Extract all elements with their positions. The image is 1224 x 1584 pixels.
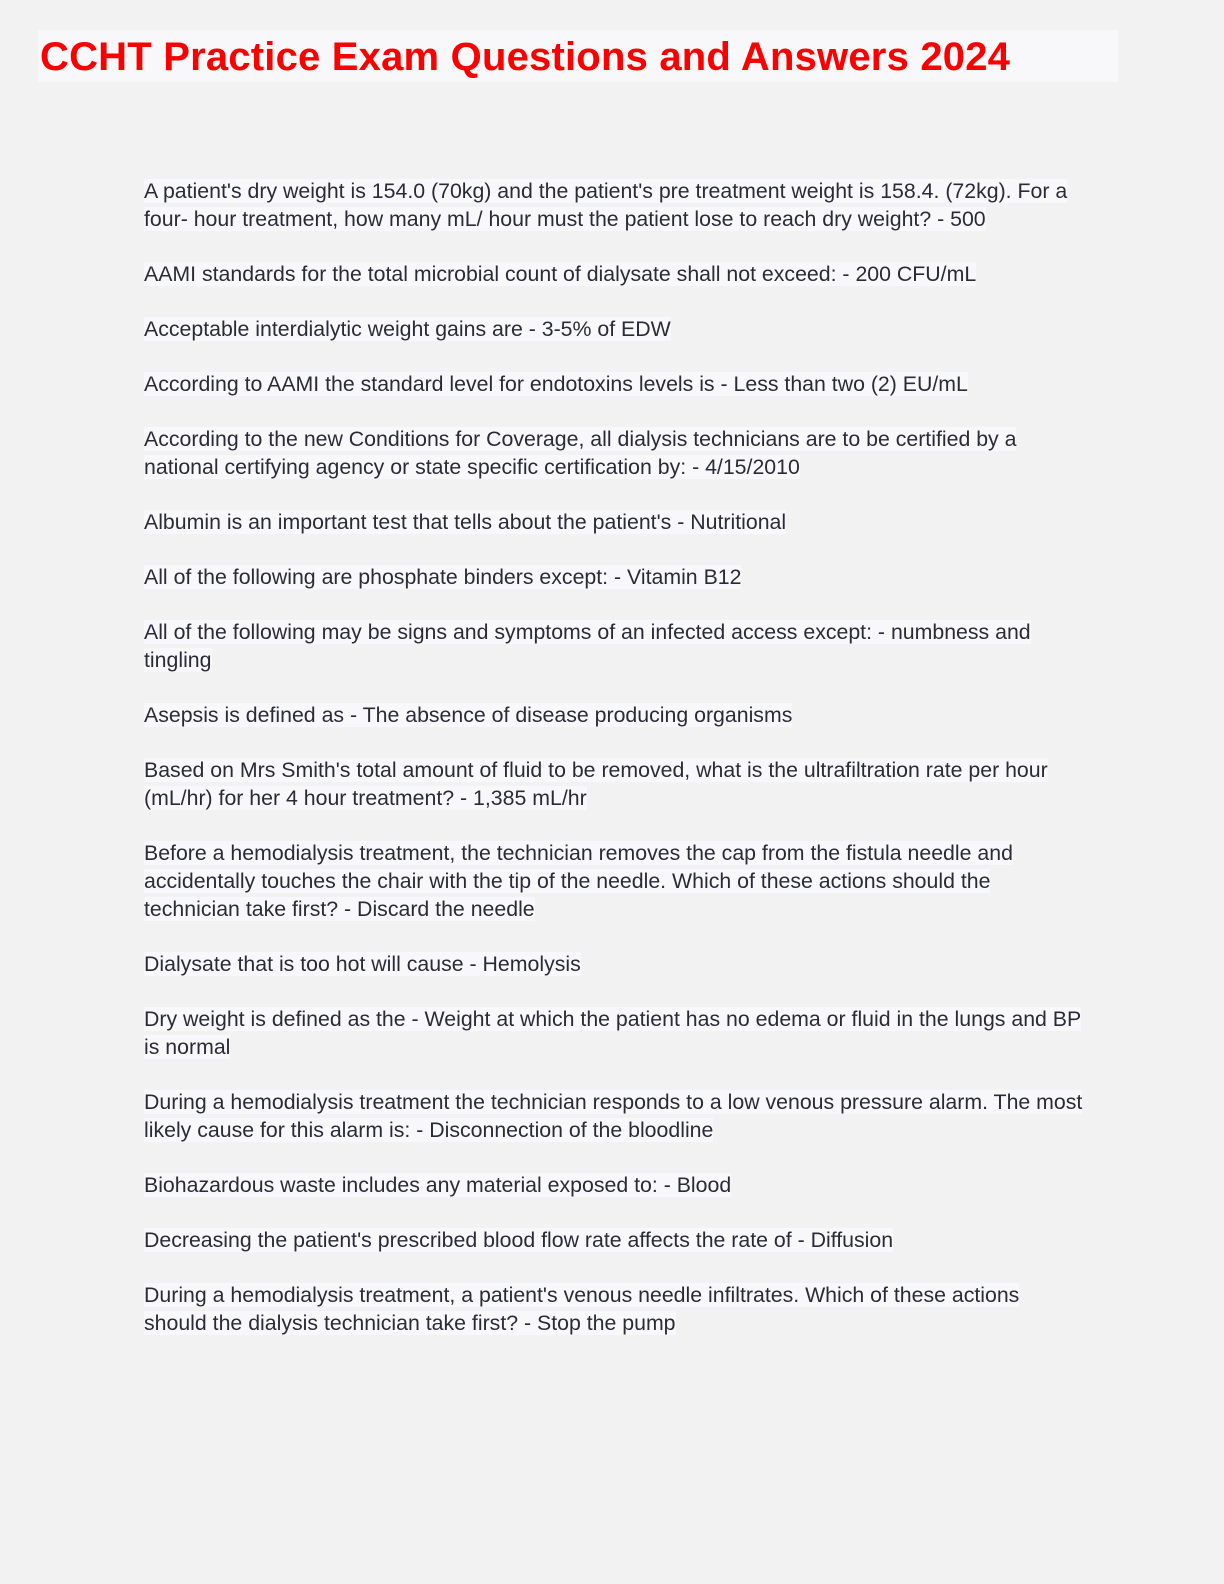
qa-item	[144, 315, 1084, 343]
qa-item	[144, 508, 1084, 536]
qa-item	[144, 1088, 1084, 1144]
qa-text: A patient's dry weight is 154.0 (70kg) and the patient's pre treatment weight is 158.4. (72kg). For a four- hour treatment, how many mL/ hour must the patient lose to reach dry weight? - 500	[144, 179, 1068, 231]
qa-item	[144, 563, 1084, 591]
qa-item	[144, 618, 1084, 674]
qa-text: Decreasing the patient's prescribed blood flow rate affects the rate of - Diffusion	[144, 1228, 894, 1252]
qa-text: Acceptable interdialytic weight gains are - 3-5% of EDW	[144, 317, 671, 341]
qa-item	[144, 425, 1084, 481]
qa-text: According to AAMI the standard level for endotoxins levels is - Less than two (2) EU/mL	[144, 372, 968, 396]
qa-text: Dialysate that is too hot will cause - Hemolysis	[144, 952, 581, 976]
qa-item	[144, 950, 1084, 978]
qa-text: All of the following are phosphate binders except: - Vitamin B12	[144, 565, 742, 589]
qa-item	[144, 1226, 1084, 1254]
qa-list	[144, 177, 1084, 1364]
qa-item	[144, 1005, 1084, 1061]
qa-text: During a hemodialysis treatment, a patient's venous needle infiltrates. Which of these actions should the dialysis technician take first? - Stop the pump	[144, 1283, 1020, 1335]
qa-item	[144, 839, 1084, 923]
qa-item	[144, 701, 1084, 729]
document-title: CCHT Practice Exam Questions and Answers 2024	[40, 35, 1011, 79]
qa-text: Biohazardous waste includes any material exposed to: - Blood	[144, 1173, 732, 1197]
qa-item	[144, 756, 1084, 812]
qa-item	[144, 370, 1084, 398]
qa-item	[144, 177, 1084, 233]
qa-item	[144, 260, 1084, 288]
qa-text: AAMI standards for the total microbial count of dialysate shall not exceed: - 200 CFU/mL	[144, 262, 977, 286]
qa-text: Based on Mrs Smith's total amount of fluid to be removed, what is the ultrafiltration rate per hour (mL/hr) for her 4 hour treatment? - 1,385 mL/hr	[144, 758, 1048, 810]
qa-item	[144, 1281, 1084, 1337]
qa-text: All of the following may be signs and symptoms of an infected access except: - numbness and tingling	[144, 620, 1031, 672]
qa-text: Albumin is an important test that tells about the patient's - Nutritional	[144, 510, 787, 534]
qa-text: During a hemodialysis treatment the technician responds to a low venous pressure alarm. The most likely cause for this alarm is: - Disconnection of the bloodline	[144, 1090, 1083, 1142]
qa-item	[144, 1171, 1084, 1199]
qa-text: Dry weight is defined as the - Weight at which the patient has no edema or fluid in the lungs and BP is normal	[144, 1007, 1082, 1059]
qa-text: Asepsis is defined as - The absence of disease producing organisms	[144, 703, 793, 727]
qa-text: Before a hemodialysis treatment, the technician removes the cap from the fistula needle and accidentally touches the chair with the tip of the needle. Which of these actions should the technician take first? - Discard the needle	[144, 841, 1013, 921]
qa-text: According to the new Conditions for Coverage, all dialysis technicians are to be certified by a national certifying agency or state specific certification by: - 4/15/2010	[144, 427, 1017, 479]
